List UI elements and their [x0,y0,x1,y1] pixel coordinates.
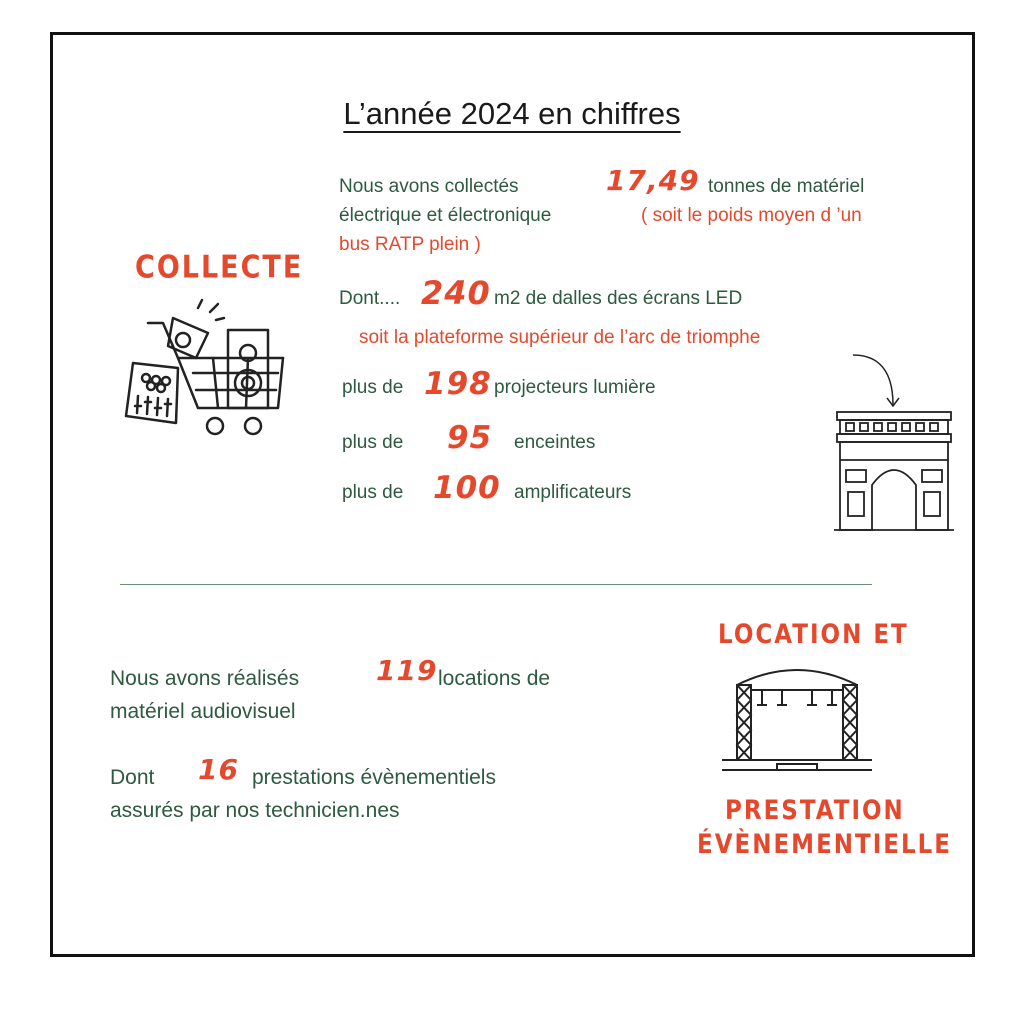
led-value: 240 [421,274,491,312]
shopping-cart-electronics-icon [118,298,298,443]
arc-note: soit la plateforme supérieur de l’arc de triomphe [359,327,761,348]
section-divider [120,584,872,585]
collecte-line1-b: tonnes de matériel [708,176,865,197]
arc-de-triomphe-icon [832,410,956,534]
prestation-heading-1: PRESTATION [725,796,905,826]
amplificateurs-label: amplificateurs [514,482,632,503]
collecte-line2-a: électrique et électronique [339,205,552,226]
location-heading: LOCATION ET [718,620,909,650]
projecteurs-value: 198 [424,366,492,402]
prestation-heading-2: ÉVÈNEMENTIELLE [697,830,953,860]
collecte-line3: bus RATP plein ) [339,234,481,255]
stage-icon [722,660,872,780]
dont-text: m2 de dalles des écrans LED [494,288,743,309]
enceintes-value: 95 [447,420,493,456]
location-line2: matériel audiovisuel [110,700,296,723]
amplificateurs-value: 100 [433,470,501,506]
curved-arrow-icon [848,350,908,410]
location-line3-a: Dont [110,766,155,789]
collecte-line2-b: ( soit le poids moyen d ’un [641,205,862,226]
location-line4: assurés par nos technicien.nes [110,799,400,822]
item-prefix: plus de [342,432,404,453]
dont-label: Dont.... [339,288,401,309]
collecte-heading: COLLECTE [135,250,304,286]
projecteurs-label: projecteurs lumière [494,377,656,398]
enceintes-label: enceintes [514,432,596,453]
location-line1-b: locations de [438,667,551,690]
locations-value: 119 [376,654,438,687]
prestations-value: 16 [198,753,239,786]
page-title: L’année 2024 en chiffres [343,96,681,131]
item-prefix: plus de [342,377,404,398]
location-line3-b: prestations évènementiels [252,766,496,789]
location-line1-a: Nous avons réalisés [110,667,300,690]
collecte-line1-a: Nous avons collectés [339,176,519,197]
item-prefix: plus de [342,482,404,503]
collecte-tonnes-value: 17,49 [606,164,700,197]
